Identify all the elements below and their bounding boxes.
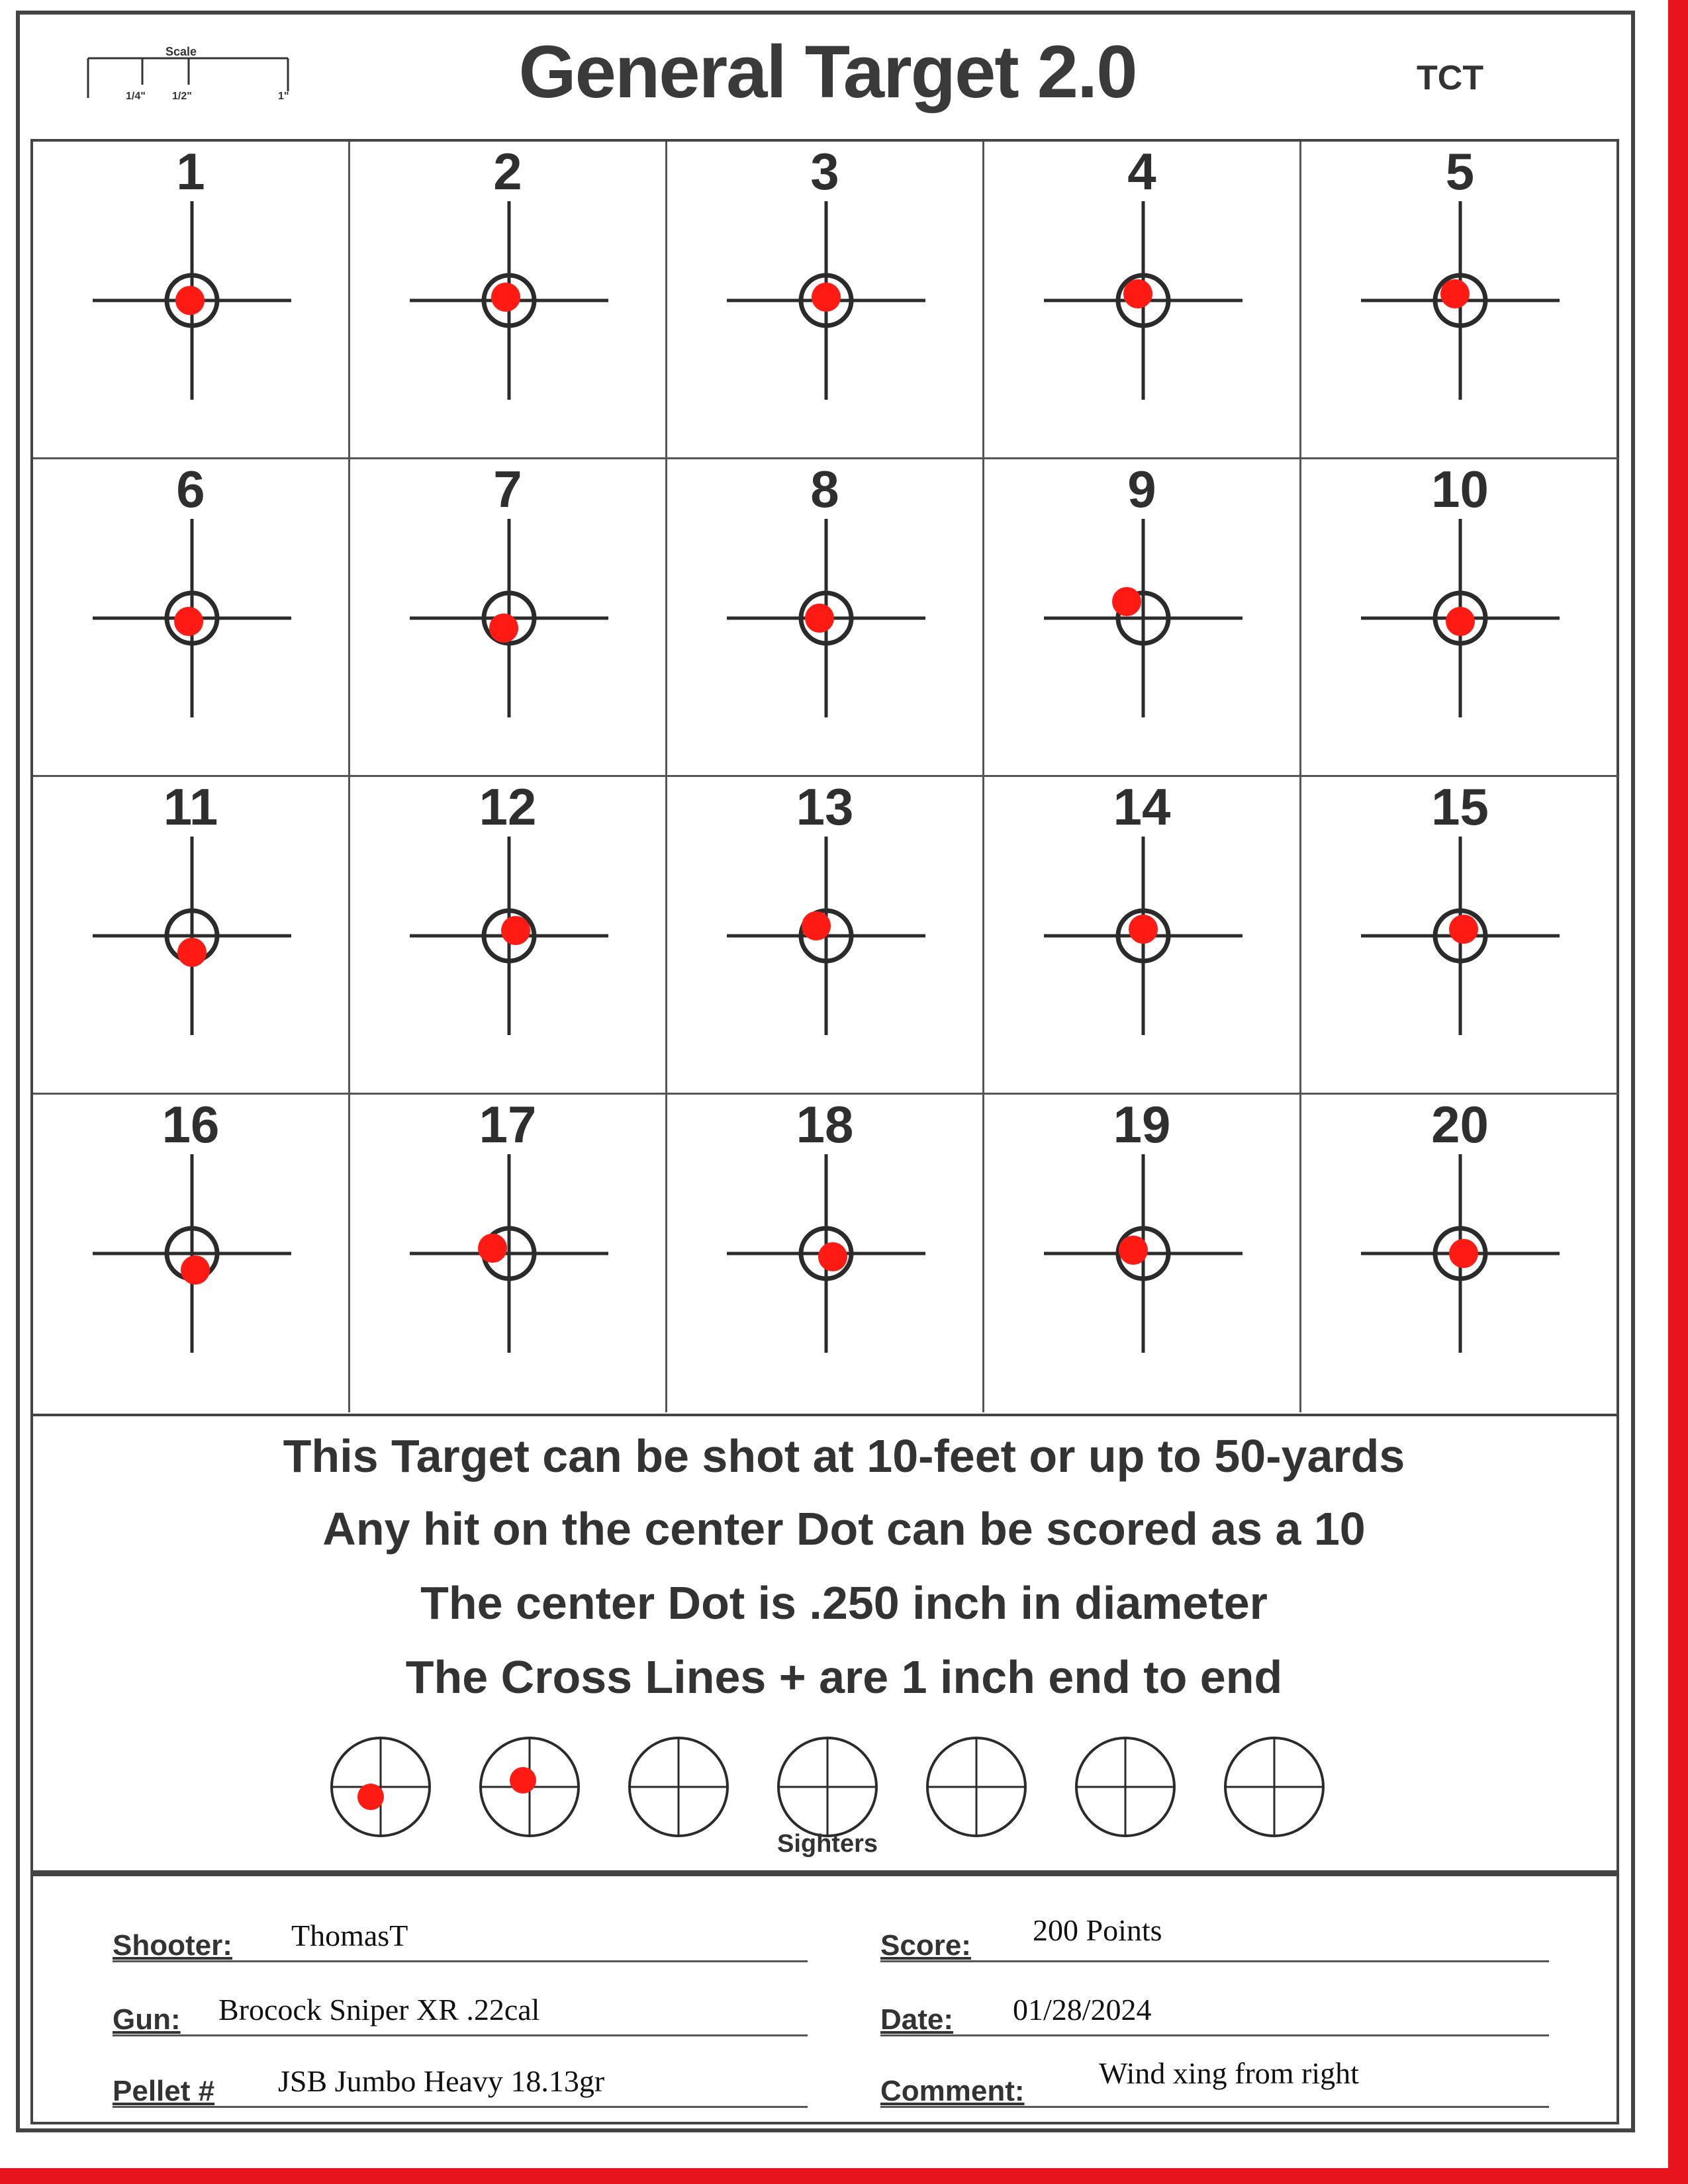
pellet-hole (818, 1242, 847, 1271)
target-cell-20 (1301, 1095, 1618, 1412)
target-cell-16 (33, 1095, 350, 1412)
target-cell-6 (33, 459, 350, 777)
target-cell-14 (984, 777, 1301, 1095)
page-title: General Target 2.0 (518, 30, 1137, 113)
target-number: 16 (162, 1095, 220, 1154)
date-field[interactable] (880, 1977, 1549, 2036)
target-number: 2 (493, 142, 522, 201)
sighters-label: Sighters (776, 1830, 878, 1858)
crosshair-target (984, 142, 1301, 459)
pellet-hole (1129, 915, 1158, 944)
crosshair-target (33, 1095, 350, 1412)
target-cell-13 (667, 777, 984, 1095)
sighter-1 (332, 1738, 430, 1836)
target-number: 3 (810, 142, 839, 201)
scale-mark-quarter: 1/4" (126, 91, 146, 102)
scale-mark-half: 1/2" (172, 91, 192, 102)
crosshair-target (1301, 777, 1618, 1095)
info-line-scoring: Any hit on the center Dot can be scored as a 10 (322, 1503, 1366, 1555)
gun-field[interactable] (113, 1977, 808, 2036)
pellet-hole (174, 607, 203, 636)
target-number: 19 (1113, 1095, 1171, 1154)
crosshair-target (667, 777, 984, 1095)
target-number: 13 (796, 778, 854, 836)
target-number: 9 (1127, 460, 1156, 518)
comment-label: Comment: (880, 2075, 1025, 2107)
crosshair-target (667, 1095, 984, 1412)
crosshair-target (984, 459, 1301, 777)
pellet-field[interactable] (113, 2048, 808, 2108)
info-line-dot-size: The center Dot is .250 inch in diameter (420, 1577, 1268, 1629)
pellet-hole (1449, 1239, 1478, 1268)
target-cell-2 (350, 142, 667, 459)
gun-value: Brocock Sniper XR .22cal (218, 1993, 540, 2026)
target-number: 10 (1431, 460, 1489, 518)
pellet-hole (177, 938, 207, 967)
sighter-2 (481, 1738, 579, 1836)
sighter-4 (778, 1738, 876, 1836)
target-number: 11 (163, 778, 218, 836)
score-form (30, 1873, 1619, 2124)
gun-label: Gun: (113, 2003, 181, 2036)
pellet-hole (812, 283, 841, 312)
score-underline (880, 1960, 1549, 1962)
crosshair-target (350, 142, 667, 459)
info-line-cross-size: The Cross Lines + are 1 inch end to end (405, 1651, 1283, 1703)
target-number: 5 (1445, 142, 1475, 201)
target-cell-8 (667, 459, 984, 777)
crosshair-target (667, 142, 984, 459)
pellet-hole (478, 1234, 507, 1263)
target-cell-12 (350, 777, 667, 1095)
info-line-distance: This Target can be shot at 10-feet or up to 50-yards (283, 1430, 1405, 1482)
target-number: 1 (176, 142, 205, 201)
crosshair-target (350, 1095, 667, 1412)
crosshair-target (1301, 1095, 1618, 1412)
sighter-hole (357, 1784, 384, 1810)
target-number: 20 (1431, 1095, 1489, 1154)
target-cell-5 (1301, 142, 1618, 459)
target-grid (30, 139, 1619, 1416)
crosshair-target (33, 459, 350, 777)
sighter-5 (927, 1738, 1025, 1836)
target-cell-4 (984, 142, 1301, 459)
target-cell-1 (33, 142, 350, 459)
target-number: 17 (479, 1095, 537, 1154)
score-label: Score: (880, 1929, 971, 1962)
pellet-hole (175, 286, 205, 315)
pellet-hole (181, 1255, 210, 1285)
target-cell-3 (667, 142, 984, 459)
pellet-hole (1446, 607, 1475, 636)
target-number: 4 (1127, 142, 1156, 201)
pellet-hole (491, 283, 520, 312)
target-cell-18 (667, 1095, 984, 1412)
crosshair-target (984, 1095, 1301, 1412)
target-number: 7 (493, 460, 522, 518)
score-field[interactable] (880, 1903, 1549, 1962)
comment-field[interactable] (880, 2048, 1549, 2108)
pellet-label: Pellet # (113, 2075, 215, 2107)
target-cell-15 (1301, 777, 1618, 1095)
sighter-6 (1076, 1738, 1174, 1836)
bottom-red-border (0, 2168, 1688, 2184)
crosshair-target (984, 777, 1301, 1095)
scale-mark-inch: 1" (278, 91, 289, 102)
target-cell-17 (350, 1095, 667, 1412)
crosshair-target (1301, 459, 1618, 777)
sighter-3 (630, 1738, 727, 1836)
target-cell-10 (1301, 459, 1618, 777)
crosshair-target (1301, 142, 1618, 459)
pellet-hole (501, 916, 530, 945)
crosshair-target (667, 459, 984, 777)
target-number: 18 (796, 1095, 854, 1154)
sighter-hole (510, 1767, 536, 1794)
gun-underline (113, 2034, 808, 2036)
shooter-value: ThomasT (291, 1919, 408, 1952)
target-number: 14 (1113, 778, 1171, 836)
shooter-label: Shooter: (113, 1929, 232, 1962)
pellet-hole (802, 911, 831, 940)
scale-label: Scale (165, 45, 197, 58)
sighter-7 (1225, 1738, 1323, 1836)
crosshair-target (33, 142, 350, 459)
crosshair-target (350, 459, 667, 777)
pellet-hole (1123, 279, 1152, 308)
target-number: 6 (176, 460, 205, 518)
corner-tag: TCT (1417, 59, 1484, 97)
target-number: 15 (1431, 778, 1489, 836)
target-cell-7 (350, 459, 667, 777)
pellet-hole (1112, 587, 1141, 616)
pellet-hole (1119, 1236, 1148, 1265)
crosshair-target (33, 777, 350, 1095)
crosshair-target (350, 777, 667, 1095)
target-number: 8 (810, 460, 839, 518)
pellet-hole (489, 614, 518, 643)
target-cell-11 (33, 777, 350, 1095)
pellet-value: JSB Jumbo Heavy 18.13gr (278, 2064, 605, 2098)
comment-value: Wind xing from right (1099, 2056, 1359, 2090)
pellet-hole (1440, 279, 1470, 308)
shooter-field[interactable] (113, 1903, 808, 1962)
date-label: Date: (880, 2003, 954, 2036)
target-number: 12 (479, 778, 537, 836)
score-value: 200 Points (1033, 1913, 1162, 1947)
date-underline (880, 2034, 1549, 2036)
pellet-hole (1449, 915, 1478, 944)
target-cell-9 (984, 459, 1301, 777)
date-value: 01/28/2024 (1013, 1993, 1152, 2026)
pellet-hole (805, 604, 834, 633)
pellet-underline (113, 2106, 808, 2108)
target-cell-19 (984, 1095, 1301, 1412)
